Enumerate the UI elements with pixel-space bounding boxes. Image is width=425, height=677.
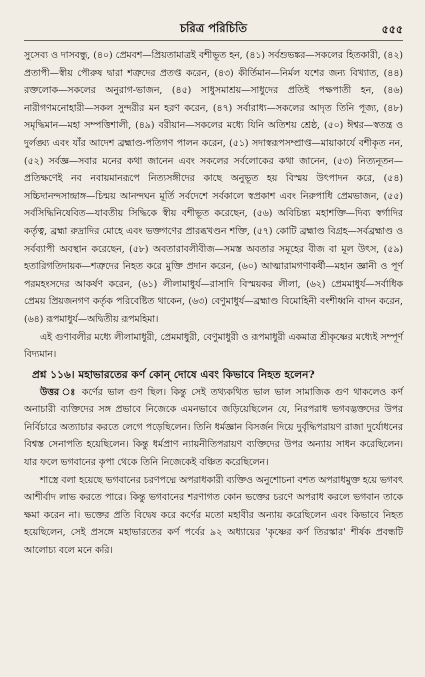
qualities-paragraph: সুসেব্য ও দাসবন্ধু, (৪০) প্রেমবশ—প্রিয়তামাত্রই বশীভূত হন, (৪১) সর্বশুভঙ্কর—সকলের হিতকারী, (৪২) প্রতাপী—স্বীয় পৌরুষ দ্বারা শত্রুদের প্রতপ্ত করেন, (৪৩) কীর্তিমান—নির্মল যশের জন্য বিখ্যাত, (৪৪) রক্তলোক—সকলের অনুরাগ-ভাজন, (৪৫) সাধুসমাশ্রয়—সাধুদের প্রতিই পক্ষপাতী হন, (৪৬) নারীগণমনোহারী—সকল সুন্দরীর মন হরণ করেন, (৪৭) সর্বারাধ্য—সকলের আদৃত তিনি পূজ্য, (৪৮) সমৃদ্ধিমান—মহা সম্পত্তিশালী, (৪৯) বরীয়ান—সকলের মধ্যে যিনি অতিশয় শ্রেষ্ঠ, (৫০) ঈশ্বর—স্বতন্ত্র ও দুর্লঙ্ঘ্য এবং যাঁর আদেশ ব্রহ্মাণ্ড-পতিগণ পালন করেন, (৫১) সদাস্বরূপসম্প্রাপ্ত—মায়াকার্যে বশীকৃত নন, (৫২) সর্বজ্ঞ—সবার মনের কথা জানেন এবং সকলের সর্বলোকের কথা জানেন, (৫৩) নিত্যনূতন—প্রতিক্ষণেই নব নবায়মানরূপে নিত্যসঙ্গীদের কাছে অনুভূত হয় বিস্ময় উৎপাদন করে, (৫৪) সচ্চিদানন্দসান্দ্রাঙ্গ—চিন্ময় আনন্দঘন মূর্তি সর্বদেশে সর্বকালে স্বপ্রকাশ এবং নিরুপাধি প্রেমভাজন, (৫৫) সর্বসিদ্ধিনিষেবিত—যাবতীয় সিদ্ধিকে স্বীয় বশীভূত করেছেন, (৫৬) অবিচিন্ত্য মহাশক্তি—দিব্য স্বর্গাদির কর্তৃত্ব, ব্রহ্মা রুদ্রাদির মোহে এবং ভক্তগণের প্রারব্ধখণ্ডন শক্তি, (৫৭) কোটি ব্রহ্মাণ্ড বিগ্রহ—সর্বব্রহ্মাণ্ড ও সর্বব্যাপী অবস্থান করেছেন, (৫৮) অবতারাবলীবীজ—সমস্ত অবতার সমূহের বীজ বা মূল উৎস, (৫৯) হতারিগতিদায়ক—শত্রুদের নিহত করে মুক্তি প্রদান করেন, (৬০) আত্মারামগণাকর্ষী—মহান জ্ঞানী ও পূর্ণ পরমহংসদের আকর্ষণ করেন, (৬১) লীলামাধুর্য—রাসাদি বিস্ময়কর লীলা, (৬২) প্রেমমাধুর্য—সর্বাধিক প্রেময় প্রিয়জনগণ কর্তৃক পরিবেষ্টিত থাকেন, (৬৩) বেণুমাধুর্য—ব্রহ্মাণ্ড বিমোহিনী বংশীধ্বনি বাদন করেন, (৬৪) রূপমাধুর্য—অদ্বিতীয় রূপমহিমা। <box>24 50 403 325</box>
question-heading: প্রশ্ন ১১৬। মহাভারতের কর্ণ কোন্ দোষে এবং কিভাবে নিহত হলেন? <box>32 368 315 381</box>
answer-paragraph <box>24 384 403 472</box>
page-header <box>24 18 403 41</box>
summary-paragraph: এই গুণাবলীর মধ্যে লীলামাধুরী, প্রেমমাধুরী, বেণুমাধুরী ও রূপমাধুরী একমাত্র শ্রীকৃষ্ণের মধ্যেই সম্পূর্ণ বিদ্যমান। <box>24 331 403 361</box>
answer-text: কর্ণের ভাল গুণ ছিল। কিন্তু সেই তথ্যকথিত ভাল ভাল সামাজিক গুণ থাকলেও কর্ণ অনাচারী ব্যক্তিদের সঙ্গ প্রভাবে নিজেকে এমনভাবে জড়িয়েছিলেন যে, নিরপরাধ ভগবদ্ভক্তদের উপর নির্বিচারে অত্যাচার করতে লেগে পড়েছিলেন। তিনি ধর্মজ্ঞান বিসর্জন দিয়ে দুর্বৃদ্ধিপরায়ণ রাজা দুর্যোধনের বিশ্বস্ত সেনাপতি হয়েছিলেন। কিন্তু ধর্মপ্রাণ ন্যায়নীতিপরায়ণ ব্যক্তিদের উপর অন্যায় সাধন করেছিলেন। যার ফলে ভগবানের কৃপা থেকে তিনি নিজেকেই বঞ্চিত করেছিলেন। <box>24 386 403 469</box>
answer-label: উত্তর ঃ <box>40 386 78 398</box>
page-number: ৫৫৫ <box>381 23 403 36</box>
chapter-title: চরিত্র পরিচিতি <box>179 20 248 35</box>
closing-paragraph: শাস্ত্রে বলা হয়েছে ভগবানের চরণপদ্মে অপরাধকারী ব্যক্তিও অনুশোচনা বশত অপরাধমুক্ত হয়ে ভগবৎ আশীর্বাদ লাভ করতে পারে। কিন্তু ভগবানের শরণাগত কোন ভক্তের চরণে অপরাধ করলে ভগবান তাকে ক্ষমা করেন না। ভক্তের প্রতি বিদ্বেষ করে কর্ণের মতো মহাবীর অন্যায় করেছিলেন এবং কিভাবে নিহত হয়েছিলেন, সেই প্রসঙ্গে মহাভারতের কর্ণ পর্বের ৯২ অধ্যায়ের 'কৃষ্ণের কর্ণ তিরস্কার' শীর্ষক প্রবন্ধটি আলোচ্য বলে মনে করি। <box>24 474 403 557</box>
